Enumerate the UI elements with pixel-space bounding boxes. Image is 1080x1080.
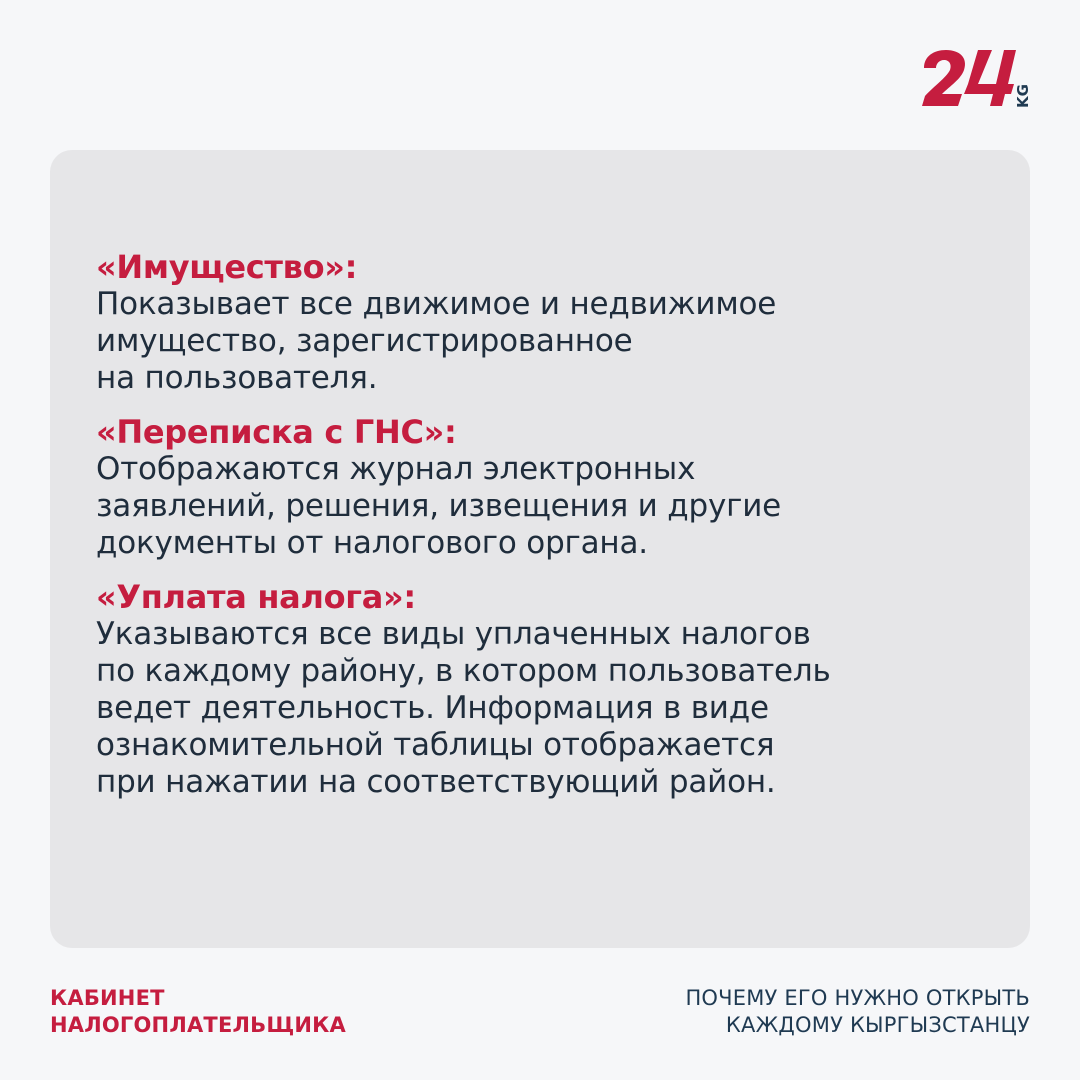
logo bbox=[916, 46, 1036, 116]
section-tax-payment bbox=[96, 578, 996, 801]
section-text-line: Отображаются журнал электронных bbox=[96, 451, 696, 487]
footer-right-line: ПОЧЕМУ ЕГО НУЖНО ОТКРЫТЬ bbox=[685, 986, 1030, 1010]
section-text-line: на пользователя. bbox=[96, 360, 378, 396]
section-heading: «Уплата налога»: bbox=[96, 578, 416, 616]
footer-left-line: НАЛОГОПЛАТЕЛЬЩИКА bbox=[50, 1013, 346, 1037]
footer-right-line: КАЖДОМУ КЫРГЫЗСТАНЦУ bbox=[725, 1013, 1030, 1037]
section-heading: «Переписка с ГНС»: bbox=[96, 413, 457, 451]
section-heading: «Имущество»: bbox=[96, 248, 358, 286]
section-text-line: при нажатии на соответствующий район. bbox=[96, 764, 776, 800]
info-content bbox=[96, 248, 996, 817]
section-text-line: имущество, зарегистрированное bbox=[96, 323, 633, 359]
section-text-line: Указываются все виды уплаченных налогов bbox=[96, 616, 811, 652]
section-text-line: заявлений, решения, извещения и другие bbox=[96, 488, 782, 524]
footer-left-line: КАБИНЕТ bbox=[50, 986, 165, 1010]
section-text-line: ознакомительной таблицы отображается bbox=[96, 727, 775, 763]
footer-series-title bbox=[50, 985, 346, 1039]
section-text-line: Показывает все движимое и недвижимое bbox=[96, 286, 777, 322]
section-text-line: документы от налогового органа. bbox=[96, 525, 648, 561]
logo-24kg-icon bbox=[916, 46, 1036, 116]
footer-subtitle bbox=[685, 985, 1030, 1039]
logo-suffix: KG bbox=[1014, 84, 1032, 108]
section-correspondence bbox=[96, 413, 996, 562]
section-property bbox=[96, 248, 996, 397]
section-text-line: по каждому району, в котором пользователь bbox=[96, 653, 831, 689]
section-text-line: ведет деятельность. Информация в виде bbox=[96, 690, 769, 726]
